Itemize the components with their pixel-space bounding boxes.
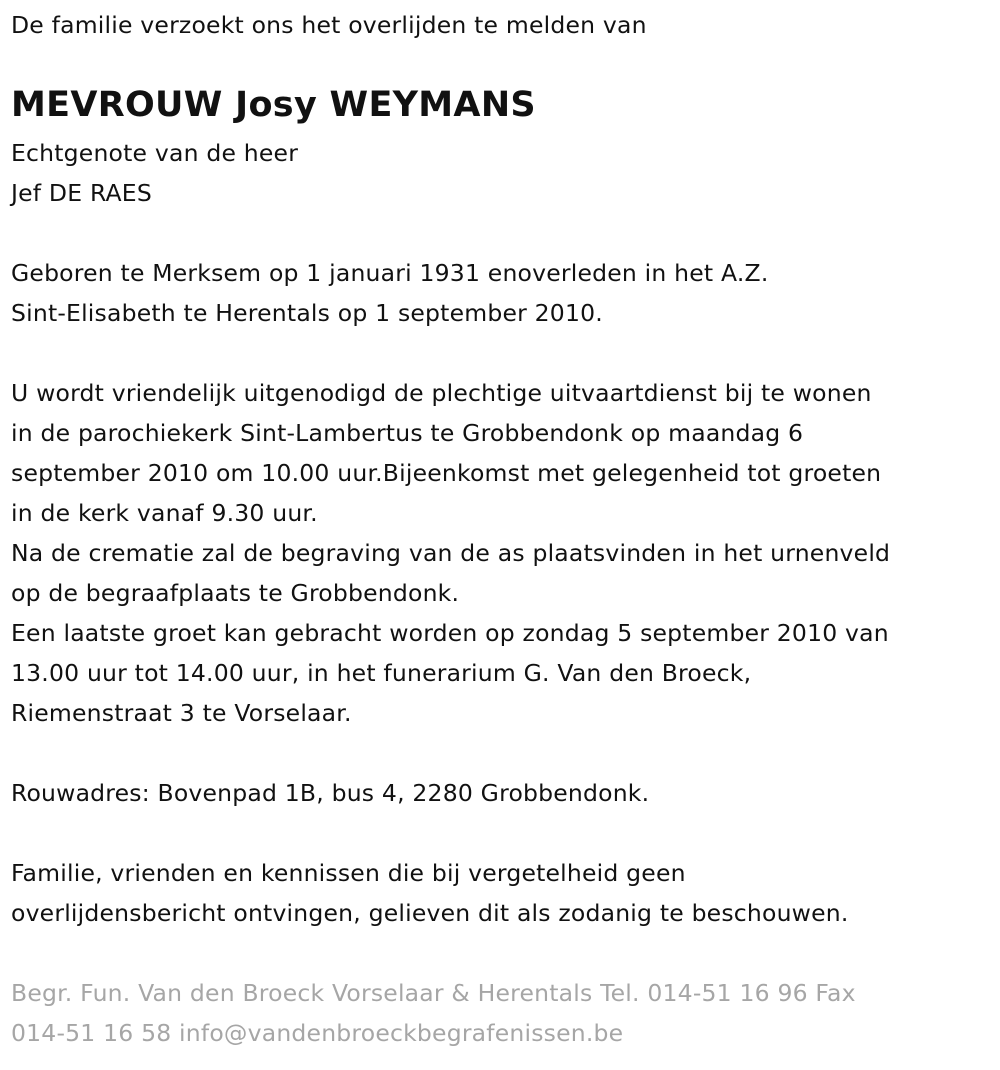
family-note-line: Familie, vrienden en kennissen die bij vergetelheid geen xyxy=(11,859,686,887)
service-line: Na de crematie zal de begraving van de as plaatsvinden in het urnenveld xyxy=(11,539,891,567)
spouse-block xyxy=(11,133,298,213)
service-line: in de parochiekerk Sint-Lambertus te Grobbendonk op maandag 6 xyxy=(11,419,804,447)
intro-text: De familie verzoekt ons het overlijden te melden van xyxy=(11,11,647,39)
service-line: Een laatste groet kan gebracht worden op zondag 5 september 2010 van xyxy=(11,619,889,647)
service-line: Riemenstraat 3 te Vorselaar. xyxy=(11,699,352,727)
mourning-address: Rouwadres: Bovenpad 1B, bus 4, 2280 Grobbendonk. xyxy=(11,779,650,807)
birth-death-line: Sint-Elisabeth te Herentals op 1 september 2010. xyxy=(11,299,603,327)
funeral-home-footer xyxy=(11,973,856,1053)
footer-line: Begr. Fun. Van den Broeck Vorselaar & Herentals Tel. 014-51 16 96 Fax xyxy=(11,979,856,1007)
deceased-name: MEVROUW Josy WEYMANS xyxy=(11,85,536,125)
birth-death-block xyxy=(11,253,769,333)
address-block xyxy=(11,773,649,813)
service-line: in de kerk vanaf 9.30 uur. xyxy=(11,499,318,527)
service-block xyxy=(11,373,890,733)
birth-death-line: Geboren te Merksem op 1 januari 1931 enoverleden in het A.Z. xyxy=(11,259,769,287)
family-note-line: overlijdensbericht ontvingen, gelieven dit als zodanig te beschouwen. xyxy=(11,899,849,927)
spouse-line: Jef DE RAES xyxy=(11,179,152,207)
family-note-block xyxy=(11,853,849,933)
spouse-line: Echtgenote van de heer xyxy=(11,139,299,167)
footer-line: 014-51 16 58 info@vandenbroeckbegrafenissen.be xyxy=(11,1019,624,1047)
service-line: september 2010 om 10.00 uur.Bijeenkomst met gelegenheid tot groeten xyxy=(11,459,882,487)
service-line: U wordt vriendelijk uitgenodigd de plechtige uitvaartdienst bij te wonen xyxy=(11,379,872,407)
service-line: 13.00 uur tot 14.00 uur, in het funerarium G. Van den Broeck, xyxy=(11,659,752,687)
service-line: op de begraafplaats te Grobbendonk. xyxy=(11,579,460,607)
